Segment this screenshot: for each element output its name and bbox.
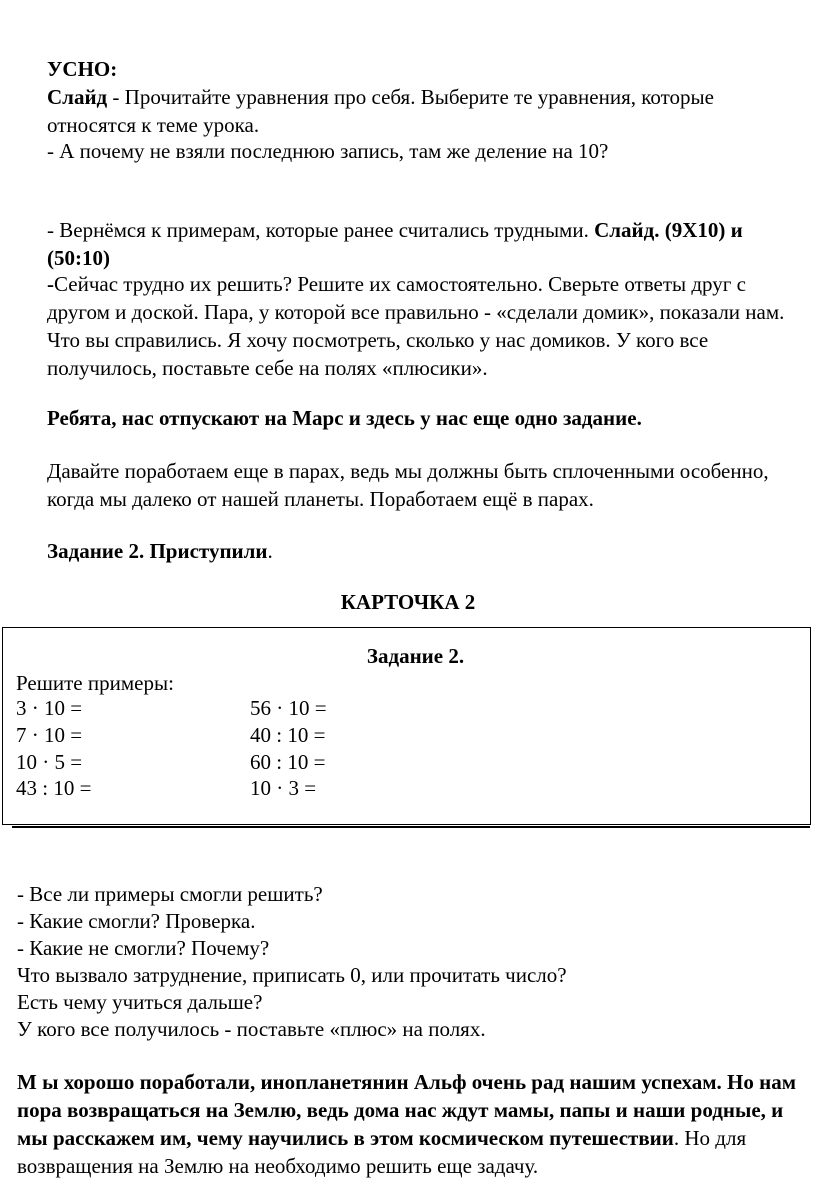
question-line: - А почему не взяли последнюю запись, там же деление на 10? — [47, 139, 609, 163]
example-right-1: 56 · 10 = — [250, 696, 327, 720]
review-line-5: Есть чему учиться дальше? — [17, 990, 263, 1014]
closing-bold: М ы хорошо поработали, инопланетянин Альф очень рад нашим успехам. Но нам пора возвращаться на Землю, ведь дома нас ждут мамы, папы и наши родные, и мы расскажем им, чему научились в этом космическом путешествии — [17, 1070, 797, 1150]
task-start-dot: . — [267, 539, 273, 563]
slide-examples: Слайд. (9Х10) и (50:10) — [47, 218, 743, 270]
example-left-3: 10 · 5 = — [16, 750, 83, 774]
solve-dash: - — [47, 272, 54, 296]
closing-text: . Но для возвращения на Землю на необходимо решить еще задачу. — [17, 1126, 747, 1178]
task-start-label: Задание 2. Приступили — [47, 539, 268, 563]
task-start — [47, 537, 807, 565]
return-to-examples — [47, 216, 807, 272]
review-line-3: - Какие не смогли? Почему? — [17, 936, 270, 960]
card-title: КАРТОЧКА 2 — [340, 590, 476, 614]
example-left-1: 3 · 10 = — [16, 696, 83, 720]
review-line-2: - Какие смогли? Проверка. — [17, 909, 256, 933]
example-left-4: 43 : 10 = — [16, 776, 92, 800]
example-left-2: 7 · 10 = — [16, 723, 83, 747]
mars-announcement: Ребята, нас отпускают на Марс и здесь у нас еще одно задание. — [47, 406, 642, 430]
slide-label: Слайд — [47, 85, 108, 109]
solve-paragraph — [47, 270, 807, 382]
card-heading: Задание 2. — [366, 644, 465, 668]
example-right-3: 60 : 10 = — [250, 750, 326, 774]
solve-text: Сейчас трудно их решить? Решите их самостоятельно. Сверьте ответы друг с другом и доской. Пара, у которой все правильно - «сделали домик», показали нам. Что вы справились. Я хочу посмотреть, сколько у нас домиков. У кого все получилось, поставьте себе на полях «плюсики». — [47, 272, 785, 380]
closing-paragraph — [17, 1068, 807, 1180]
divider-rule — [12, 826, 810, 828]
review-line-6: У кого все получилось - поставьте «плюс» на полях. — [17, 1017, 486, 1041]
return-text: - Вернёмся к примерам, которые ранее считались трудными. — [47, 218, 595, 242]
slide-instruction — [47, 83, 807, 139]
slide-instruction-text: - Прочитайте уравнения про себя. Выберите те уравнения, которые относятся к теме урока. — [47, 85, 714, 137]
review-line-1: - Все ли примеры смогли решить? — [17, 882, 323, 906]
pairs-paragraph: Давайте поработаем еще в парах, ведь мы должны быть сплоченными особенно, когда мы далеко от нашей планеты. Поработаем ещё в парах. — [47, 459, 769, 511]
card-instruction: Решите примеры: — [16, 671, 174, 695]
example-right-2: 40 : 10 = — [250, 723, 326, 747]
review-line-4: Что вызвало затруднение, приписать 0, или прочитать число? — [17, 963, 567, 987]
task-card — [2, 627, 811, 825]
example-right-4: 10 · 3 = — [250, 776, 317, 800]
oral-heading: УСНО: — [47, 57, 118, 81]
